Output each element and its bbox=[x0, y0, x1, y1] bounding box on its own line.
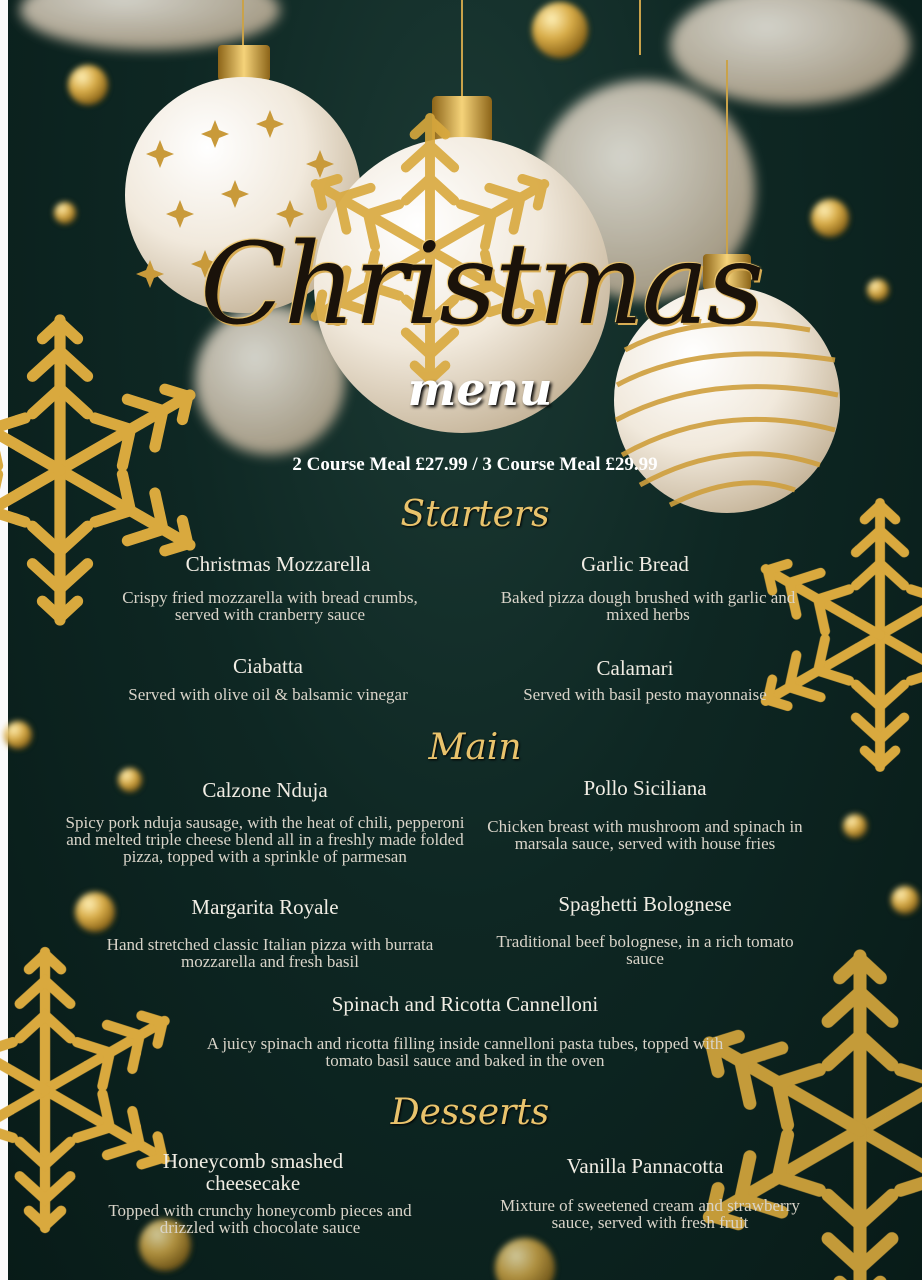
menu-title: Christmas bbox=[200, 220, 763, 350]
dish-description: Served with olive oil & balsamic vinegar bbox=[128, 685, 408, 704]
dish-name: Honeycomb smashed cheesecake bbox=[162, 1149, 344, 1195]
dish-name: Spinach and Ricotta Cannelloni bbox=[331, 992, 599, 1016]
dish-description: Spicy pork nduja sausage, with the heat of chili, pepperoni and melted triple cheese blend all in a freshly made folded pizza, topped with a sprinkle of parmesan bbox=[65, 813, 465, 866]
dish-name: Vanilla Pannacotta bbox=[566, 1154, 724, 1178]
dish-description: A juicy spinach and ricotta filling inside cannelloni pasta tubes, topped with tomato basil sauce and baked in the oven bbox=[206, 1034, 724, 1070]
dish-name: Spaghetti Bolognese bbox=[558, 892, 732, 916]
section-title-starters: Starters bbox=[400, 494, 550, 535]
dish-name: Pollo Siciliana bbox=[583, 776, 707, 800]
dish-description: Topped with crunchy honeycomb pieces and drizzled with chocolate sauce bbox=[108, 1201, 412, 1237]
dish-description: Baked pizza dough brushed with garlic and mixed herbs bbox=[500, 588, 796, 624]
menu-subtitle: menu bbox=[407, 362, 553, 416]
section-title-desserts: Desserts bbox=[390, 1092, 550, 1133]
dish-description: Crispy fried mozzarella with bread crumbs, served with cranberry sauce bbox=[122, 588, 418, 624]
section-title-main: Main bbox=[428, 727, 522, 768]
dish-description: Served with basil pesto mayonnaise bbox=[523, 685, 767, 704]
dish-description: Traditional beef bolognese, in a rich tomato sauce bbox=[496, 932, 794, 968]
dish-name: Garlic Bread bbox=[581, 552, 689, 576]
dish-name: Calamari bbox=[596, 656, 674, 680]
dish-name: Calzone Nduja bbox=[202, 778, 328, 802]
course-pricing: 2 Course Meal £27.99 / 3 Course Meal £29.99 bbox=[292, 454, 658, 475]
snowflake-icon bbox=[0, 320, 204, 620]
dish-name: Christmas Mozzarella bbox=[185, 552, 371, 576]
dish-description: Chicken breast with mushroom and spinach in marsala sauce, served with house fries bbox=[487, 817, 803, 853]
dish-description: Mixture of sweetened cream and strawberry sauce, served with fresh fruit bbox=[500, 1196, 800, 1232]
dish-name: Margarita Royale bbox=[191, 895, 339, 919]
dish-name: Ciabatta bbox=[233, 654, 303, 678]
dish-description: Hand stretched classic Italian pizza with burrata mozzarella and fresh basil bbox=[106, 935, 434, 971]
snowflake-icon bbox=[754, 503, 922, 767]
